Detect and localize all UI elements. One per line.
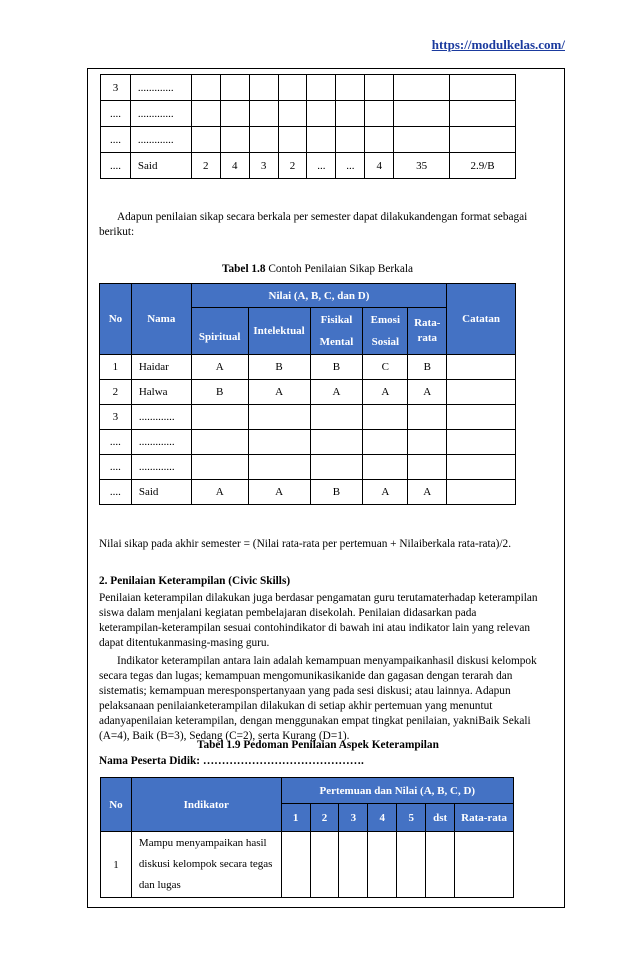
col-header-pertemuan-2: 2 [310, 804, 339, 832]
table-cell [450, 127, 516, 153]
table-cell [408, 430, 447, 455]
table-cell: Haidar [131, 355, 191, 380]
table-row [101, 832, 514, 898]
table-cell [248, 405, 310, 430]
table-cell [363, 405, 408, 430]
table-cell [339, 832, 368, 898]
col-header-emosi-sosial: Emosi Sosial [363, 308, 408, 355]
table-cell [447, 405, 516, 430]
table-cell: ... [336, 153, 365, 179]
table-cell: .... [101, 127, 131, 153]
table-cell [336, 127, 365, 153]
table-row [101, 153, 516, 179]
table-cell [447, 430, 516, 455]
table-1-7-continuation [100, 74, 516, 179]
col-header-intelektual: Intelektual [248, 308, 310, 355]
table-cell [363, 455, 408, 480]
table-cell [394, 75, 450, 101]
table-cell [310, 455, 363, 480]
col-header-pertemuan-3: 3 [339, 804, 368, 832]
table-cell [191, 430, 248, 455]
table-cell [365, 75, 394, 101]
col-header-nama: Nama [131, 284, 191, 355]
table-cell [447, 355, 516, 380]
header-link[interactable]: https://modulkelas.com/ [431, 37, 565, 52]
col-header-catatan: Catatan [447, 284, 516, 355]
col-header-fisikal-mental: Fisikal Mental [310, 308, 363, 355]
table-cell: ............. [131, 405, 191, 430]
table-cell: Mampu menyampaikan hasil diskusi kelompok secara tegas dan lugas [131, 832, 281, 898]
table-cell: 2 [100, 380, 132, 405]
table-cell [408, 455, 447, 480]
table-cell [447, 455, 516, 480]
col-header-spiritual: Spiritual [191, 308, 248, 355]
table-1-8 [99, 283, 516, 505]
table-cell [455, 832, 514, 898]
col-header-no: No [100, 284, 132, 355]
table-cell [191, 127, 220, 153]
table-cell [397, 832, 426, 898]
table-cell [365, 127, 394, 153]
table-row [101, 101, 516, 127]
table-row [100, 430, 516, 455]
table-row [100, 455, 516, 480]
table-cell [426, 832, 455, 898]
table-cell: 2 [191, 153, 220, 179]
table-cell: A [408, 480, 447, 505]
table-cell: A [248, 480, 310, 505]
table-cell: 4 [365, 153, 394, 179]
table-cell [281, 832, 310, 898]
table-cell [278, 101, 307, 127]
table-cell: A [363, 380, 408, 405]
table-cell: A [248, 380, 310, 405]
table-cell [450, 75, 516, 101]
table-cell [310, 832, 339, 898]
table-cell [408, 405, 447, 430]
table-cell: 3 [100, 405, 132, 430]
col-header-indikator: Indikator [131, 778, 281, 832]
table-cell: A [191, 355, 248, 380]
table-cell: A [408, 380, 447, 405]
table-cell: A [310, 380, 363, 405]
table-cell: 2 [278, 153, 307, 179]
table-cell [191, 101, 220, 127]
table-cell [278, 127, 307, 153]
col-header-pertemuan-5: 5 [397, 804, 426, 832]
table-cell: .... [100, 480, 132, 505]
paragraph-indikator: Indikator keterampilan antara lain adalah kemampuan menyampaikanhasil diskusi kelompok secara tegas dan lugas; kemampuan mengomunikasikanide dan gagasan dengan terarah dan sistematis; kemampuan meresponspertanyaan yang pada sesi diskusi; atau lainnya. Adapun pelaksanaan penilaianketerampilan dilakukan di setiap akhir pertemuan yang menuntut adanyapenilaian keterampilan, dengan menggunakan empat tingkat penilaian, yakniBaik Sekali (A=4), Baik (B=3), Sedang (C=2), serta Kurang (D=1). [99, 655, 537, 742]
table-cell: B [310, 355, 363, 380]
table-cell [191, 405, 248, 430]
table-cell: ............. [130, 127, 191, 153]
table-cell [220, 127, 249, 153]
table-cell [249, 101, 278, 127]
table-cell: .... [100, 430, 132, 455]
table-cell: .... [101, 153, 131, 179]
col-header-dst: dst [426, 804, 455, 832]
table-cell [447, 480, 516, 505]
table-cell [307, 127, 336, 153]
table-cell [248, 455, 310, 480]
table-row [100, 380, 516, 405]
table-cell [191, 455, 248, 480]
table-cell: ............. [130, 101, 191, 127]
table-row [100, 405, 516, 430]
table-cell: C [363, 355, 408, 380]
col-header-pertemuan-group: Pertemuan dan Nilai (A, B, C, D) [281, 778, 513, 804]
col-header-nilai-group: Nilai (A, B, C, dan D) [191, 284, 446, 308]
table-cell [310, 405, 363, 430]
table-cell [278, 75, 307, 101]
col-header-rata-rata: Rata-rata [408, 308, 447, 355]
table-cell [365, 101, 394, 127]
table-cell: B [408, 355, 447, 380]
table-row [101, 75, 516, 101]
table-row [100, 355, 516, 380]
col-header-no: No [101, 778, 132, 832]
table-cell [394, 127, 450, 153]
table-cell [394, 101, 450, 127]
table-cell: 3 [249, 153, 278, 179]
table-1-8-caption: Tabel 1.8 Contoh Penilaian Sikap Berkala [222, 263, 413, 275]
table-cell: 1 [101, 832, 132, 898]
table-cell [307, 101, 336, 127]
table-cell: B [248, 355, 310, 380]
table-cell: .... [100, 455, 132, 480]
table-cell [336, 75, 365, 101]
table-cell: ............. [130, 75, 191, 101]
table-cell: A [191, 480, 248, 505]
paragraph-intro-berkala: Adapun penilaian sikap secara berkala per semester dapat dilakukandengan format sebagai berikut: [99, 211, 528, 238]
table-cell [368, 832, 397, 898]
student-name-line: Nama Peserta Didik: ……………………………………. [99, 755, 364, 767]
table-cell [220, 101, 249, 127]
table-1-9 [100, 777, 514, 898]
table-cell [220, 75, 249, 101]
table-cell: ............. [131, 455, 191, 480]
table-cell: .... [101, 101, 131, 127]
table-cell [249, 75, 278, 101]
table-cell [249, 127, 278, 153]
table-cell [191, 75, 220, 101]
table-cell: 1 [100, 355, 132, 380]
table-cell [336, 101, 365, 127]
table-cell [447, 380, 516, 405]
section-title: 2. Penilaian Keterampilan (Civic Skills) [99, 575, 291, 587]
table-cell [307, 75, 336, 101]
table-cell [248, 430, 310, 455]
table-cell: Said [131, 480, 191, 505]
table-cell: Said [130, 153, 191, 179]
table-cell: B [191, 380, 248, 405]
table-cell: ... [307, 153, 336, 179]
col-header-rata-rata: Rata-rata [455, 804, 514, 832]
col-header-pertemuan-1: 1 [281, 804, 310, 832]
table-cell [450, 101, 516, 127]
table-cell [310, 430, 363, 455]
table-cell: 4 [220, 153, 249, 179]
paragraph-nilai-akhir: Nilai sikap pada akhir semester = (Nilai rata-rata per pertemuan + Nilaiberkala rata-rata)/2. [99, 538, 512, 550]
table-row [101, 127, 516, 153]
table-cell: Halwa [131, 380, 191, 405]
table-cell: 3 [101, 75, 131, 101]
table-cell: 2.9/B [450, 153, 516, 179]
paragraph-keterampilan: Penilaian keterampilan dilakukan juga berdasar pengamatan guru terutamaterhadap keterampilan siswa dalam menjalani kegiatan pembelajaran disekolah. Penilaian didasarkan pada keterampilan-keterampilan sesuai contohindikator di bawah ini atau indikator lain yang relevan dapat ditentukanmasing-masing guru. [99, 592, 538, 649]
table-1-9-caption: Tabel 1.9 Pedoman Penilaian Aspek Keterampilan [197, 739, 439, 751]
col-header-pertemuan-4: 4 [368, 804, 397, 832]
table-cell: ............. [131, 430, 191, 455]
table-cell: A [363, 480, 408, 505]
table-row [100, 480, 516, 505]
table-cell [363, 430, 408, 455]
table-cell: 35 [394, 153, 450, 179]
table-cell: B [310, 480, 363, 505]
